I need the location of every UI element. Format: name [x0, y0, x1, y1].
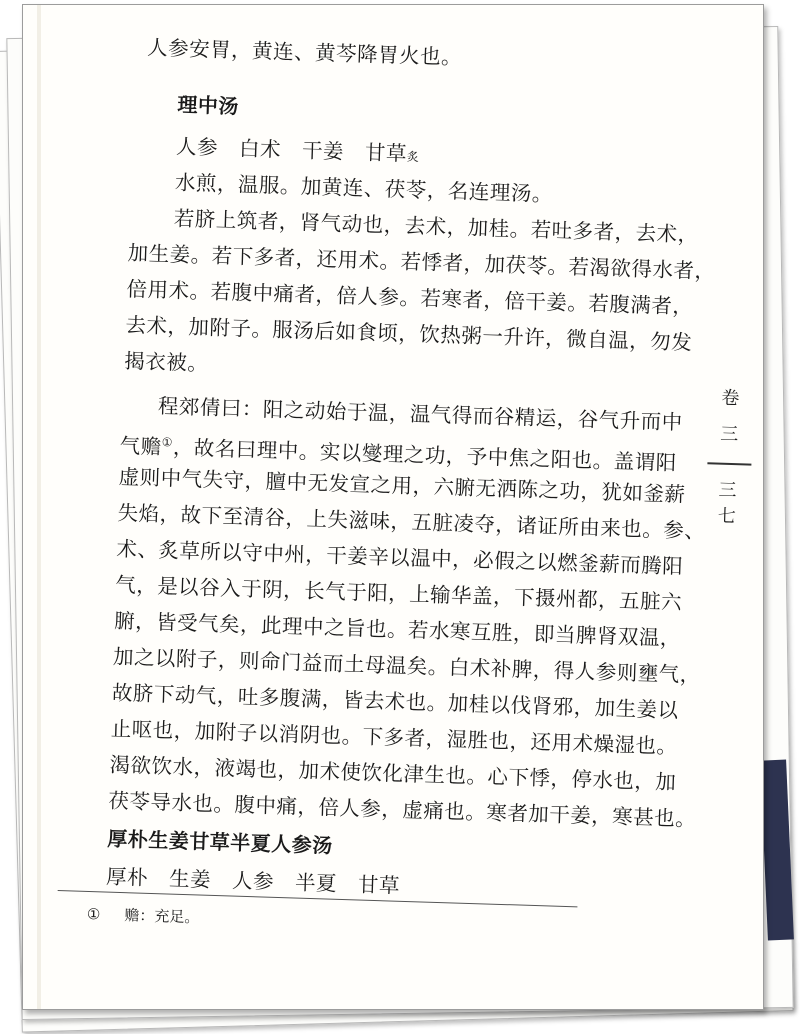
text-line: 程郊倩曰：阳之动始于温，温气得而谷精运，谷气升而中	[157, 393, 684, 435]
text-line: 水煎，温服。加黄连、茯苓，名连理汤。	[174, 170, 554, 207]
text-line: 止呕也，加附子以消阴也。下多者，湿胜也，还用术燥湿也。	[110, 716, 678, 759]
footnote	[87, 903, 200, 928]
text-line: 若脐上筑者，肾气动也，去术，加桂。若吐多者，去术，	[173, 206, 699, 247]
text-line: 人参安胃，黄连、黄芩降胃火也。	[146, 35, 463, 70]
footnote-text: 赡：充足。	[124, 906, 200, 927]
volume-number: 三	[720, 423, 739, 446]
text-line: 失焰，故下至清谷，上失滋味，五脏凌夺，诸证所由来也。参、	[117, 500, 706, 544]
text-line: 揭衣被。	[123, 348, 209, 376]
text-line: 去术，加附子。服汤后如食顷，饮热粥一升许，微自温，勿发	[125, 312, 693, 355]
footnote-reference: ①	[161, 435, 174, 450]
text-line: 茯苓导水也。腹中痛，倍人参，虚痛也。寒者加干姜，寒甚也。	[108, 788, 697, 832]
ingredient-list: 厚朴 生姜 人参 半夏 甘草	[105, 864, 401, 898]
text-line: 倍用术。若腹中痛者，倍人参。若寒者，倍干姜。若腹满者，	[126, 276, 694, 319]
text-line: 渴欲饮水，液竭也，加术使饮化津生也。心下悸，停水也，加	[109, 752, 677, 795]
text-segment: 气赡	[119, 433, 163, 459]
text-line: 术、炙草所以守中州，干姜辛以温中，必假之以燃釜薪而腾阳	[116, 536, 684, 579]
preparation-note: 炙	[406, 149, 420, 165]
section-heading: 厚朴生姜甘草半夏人参汤	[106, 826, 334, 858]
ingredient-line	[176, 132, 420, 171]
volume-label: 卷	[721, 387, 740, 410]
page-text-block	[22, 4, 764, 1010]
ingredient-list: 人参 白术 干姜 甘草	[175, 134, 408, 166]
side-divider	[707, 462, 751, 465]
text-line: 虚则中气失守，膻中无发宣之用，六腑无洒陈之功，犹如釜薪	[118, 464, 686, 507]
text-line: 气，是以谷入于阴，长气于阳，上输华盖，下摄州都，五脏六	[114, 572, 683, 615]
footnote-marker: ①	[86, 904, 101, 924]
section-heading: 理中汤	[177, 92, 240, 119]
text-line: 加生姜。若下多者，还用术。若悸者，加茯苓。若渴欲得水者，	[127, 240, 716, 284]
page-number-units: 七	[717, 505, 737, 528]
text-line: 加之以附子，则命门益而土母温矣。白术补脾，得人参则壅气，	[112, 644, 702, 688]
text-segment: ，故名曰理中。实以燮理之功，予中焦之阳也。盖谓阳	[172, 435, 678, 476]
book-page	[22, 4, 764, 1010]
text-line: 腑，皆受气矣，此理中之旨也。若水寒互胜，即当脾肾双温，	[113, 608, 682, 651]
text-line: 故脐下动气，吐多腹满，皆去术也。加桂以伐肾邪，加生姜以	[111, 680, 680, 723]
page-number-tens: 三	[718, 479, 737, 502]
